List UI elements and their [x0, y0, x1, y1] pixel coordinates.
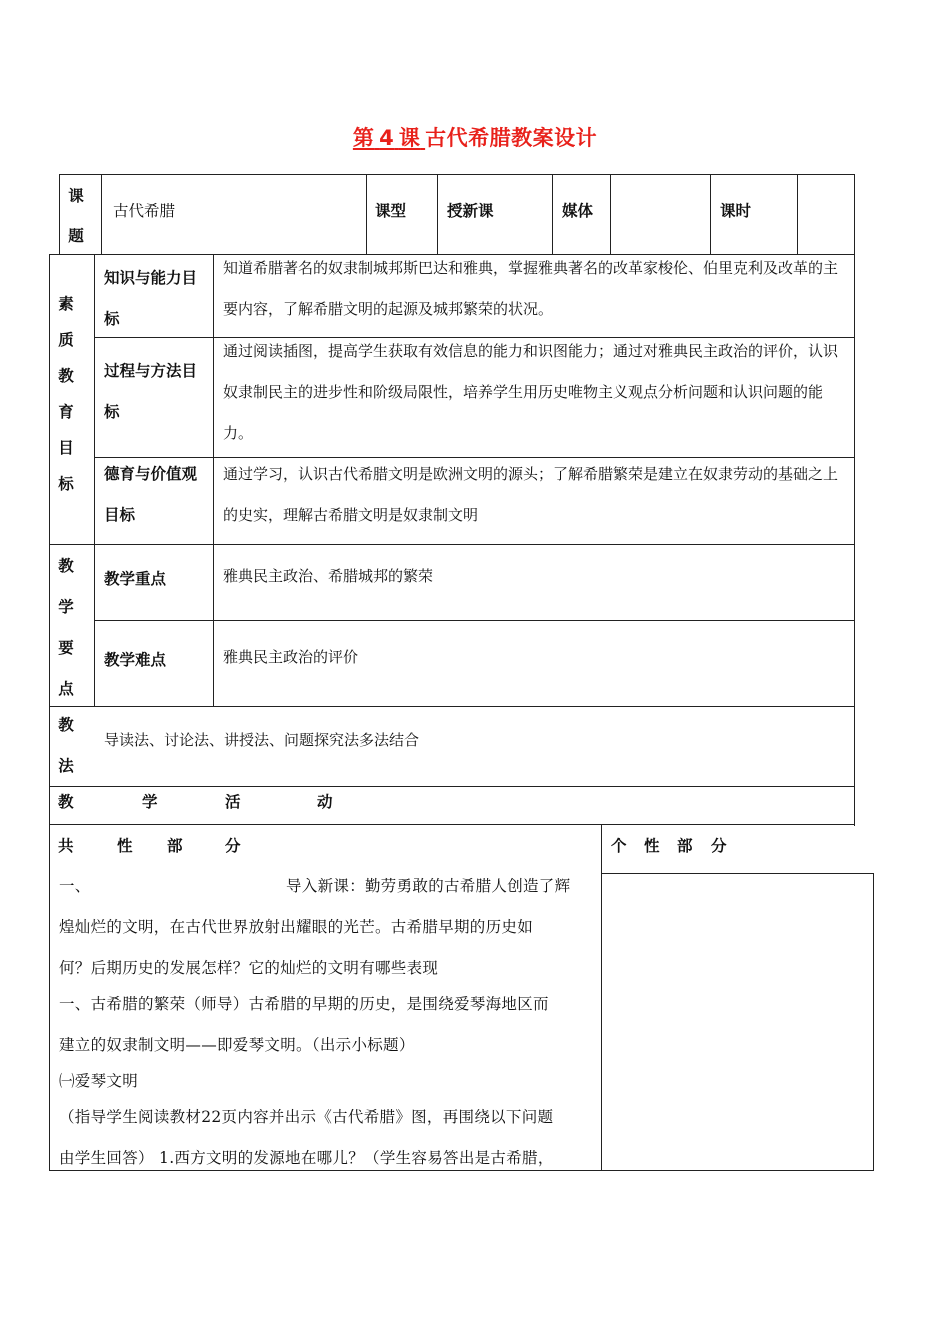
key-points-section-label: 教学要点	[58, 557, 74, 698]
activity-heading-4: 动	[317, 793, 333, 811]
key-point-label-difficulty: 教学难点	[104, 651, 167, 669]
body-intro-prefix: 一、	[59, 877, 91, 895]
goal-label-process: 过程与方法目标	[104, 362, 198, 421]
personal-heading-1: 个	[611, 837, 627, 855]
body-line-2: 何？后期历史的发展怎样？它的灿烂的文明有哪些表现	[59, 959, 439, 977]
body-line-4: 建立的奴隶制文明——即爱琴文明。（出示小标题）	[59, 1036, 415, 1054]
key-point-text-difficulty: 雅典民主政治的评价	[223, 648, 359, 666]
activity-heading-3: 活	[225, 793, 241, 811]
personal-heading-3: 部	[677, 837, 693, 855]
ke-ti-value: 古代希腊	[113, 202, 176, 220]
goal-text-values: 通过学习，认识古代希腊文明是欧洲文明的源头；了解希腊繁荣是建立在奴隶劳动的基础之上的史实，理解古希腊文明是奴隶制文明	[223, 465, 839, 524]
method-label: 教法	[58, 716, 74, 775]
common-heading-2: 性	[117, 837, 133, 855]
body-line-3: 一、古希腊的繁荣（师导）古希腊的早期的历史，是围绕爱琴海地区而	[59, 995, 549, 1013]
goal-text-knowledge: 知道希腊著名的奴隶制城邦斯巴达和雅典，掌握雅典著名的改革家梭伦、伯里克利及改革的主要内容，了解希腊文明的起源及城邦繁荣的状况。	[223, 259, 839, 318]
goal-text-process: 通过阅读插图，提高学生获取有效信息的能力和识图能力；通过对雅典民主政治的评价，认识奴隶制民主的进步性和阶级局限性，培养学生用历史唯物主义观点分析问题和认识问题的能力。	[223, 342, 839, 442]
activity-heading-2: 学	[142, 793, 158, 811]
goals-section-label: 素质教育目标	[58, 295, 74, 493]
body-intro-line: 导入新课：勤劳勇敢的古希腊人创造了辉	[286, 877, 571, 895]
ke-ti-label: 课题	[68, 187, 84, 245]
body-line-6: （指导学生阅读教材22页内容并出示《古代希腊》图，再围绕以下问题	[59, 1108, 554, 1126]
common-heading-1: 共	[58, 837, 74, 855]
personal-heading-4: 分	[711, 837, 727, 855]
body-line-5: ㈠爱琴文明	[59, 1072, 139, 1090]
body-line-1: 煌灿烂的文明，在古代世界放射出耀眼的光芒。古希腊早期的历史如	[59, 918, 534, 936]
media-label: 媒体	[562, 202, 594, 220]
personal-heading-2: 性	[644, 837, 660, 855]
hours-label: 课时	[720, 202, 752, 220]
common-heading-3: 部	[167, 837, 183, 855]
type-label: 课型	[375, 202, 407, 220]
key-point-text-focus: 雅典民主政治、希腊城邦的繁荣	[223, 567, 434, 585]
goal-label-values: 德育与价值观目标	[104, 465, 198, 524]
activity-heading-1: 教	[58, 793, 74, 811]
common-heading-4: 分	[225, 837, 241, 855]
key-point-label-focus: 教学重点	[104, 570, 167, 588]
page-title: 第 4 课 古代希腊教案设计	[352, 126, 598, 150]
type-value: 授新课	[447, 202, 494, 220]
body-line-7: 由学生回答） 1.西方文明的发源地在哪儿？（学生容易答出是古希腊，	[59, 1149, 554, 1167]
goal-label-knowledge: 知识与能力目标	[104, 269, 198, 328]
method-text: 导读法、讨论法、讲授法、问题探究法多法结合	[104, 731, 420, 749]
